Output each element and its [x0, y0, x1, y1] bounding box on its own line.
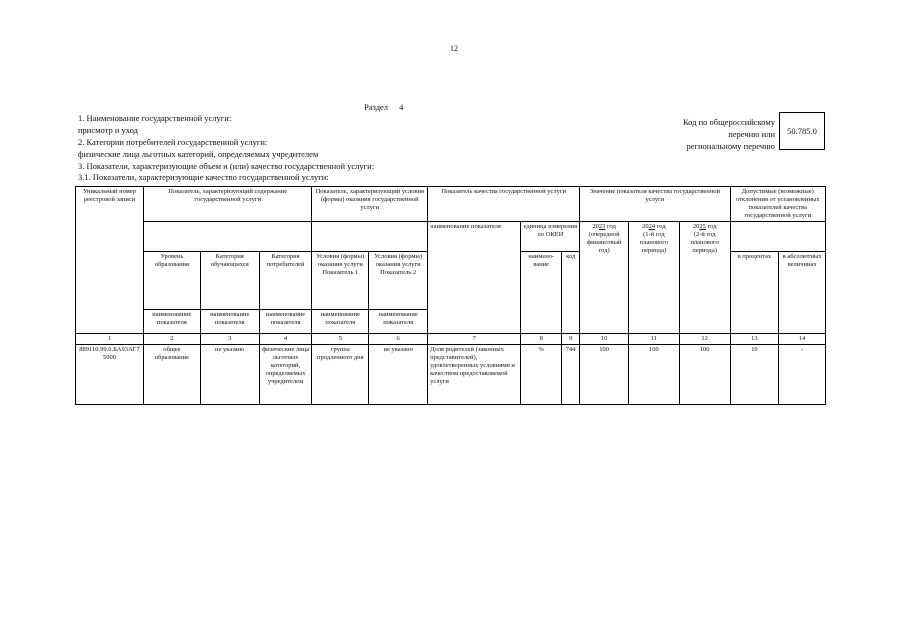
param-name-3: наименование показателя: [259, 310, 312, 334]
code-label-line-3: региональному перечню: [686, 141, 775, 151]
section-title: [364, 102, 403, 112]
section-label: Раздел: [364, 102, 389, 112]
cell-unit-code: 744: [562, 345, 580, 405]
year-1-prefix: 20: [592, 223, 599, 230]
col-number-9: 9: [562, 334, 580, 345]
header-year-3: [679, 222, 730, 334]
quality-indicators-table: [75, 186, 826, 405]
header-registry-number: Уникальный номер реестровой записи: [76, 187, 144, 334]
subheader-unit-name: наимено-вание: [521, 252, 562, 334]
cell-deviation-absolute: -: [779, 345, 826, 405]
col-number-11: 11: [629, 334, 680, 345]
year-3-note: (2-й год планового периода): [690, 231, 719, 254]
consumer-category-value: физические лица льготных категорий, определяемых учредителем: [78, 149, 319, 159]
col-number-14: 14: [779, 334, 826, 345]
subheader-education-level: Уровень образования: [143, 252, 200, 310]
service-name-heading: 1. Наименование государственной услуги:: [78, 113, 232, 123]
col-number-3: 3: [200, 334, 259, 345]
code-label-line-2: перечню или: [728, 129, 775, 139]
page-number: 12: [450, 44, 458, 53]
indicators-heading: 3. Показатели, характеризующие объем и (или) качество государственной услуги:: [78, 161, 375, 171]
header-indicator-name: наименование показателя: [428, 222, 521, 334]
table-row: [76, 345, 826, 405]
param-name-5: наименование показателя: [369, 310, 428, 334]
col-number-7: 7: [428, 334, 521, 345]
header-conditions-indicator: Показатель, характеризующий условия (формы) оказания государственной услуги: [312, 187, 428, 222]
year-2-value: 24: [648, 223, 656, 230]
deviation-spacer: [730, 222, 825, 252]
header-year-2: [629, 222, 680, 334]
col-number-4: 4: [259, 334, 312, 345]
service-code-box: [779, 112, 825, 150]
param-name-1: наименование показателя: [143, 310, 200, 334]
cell-education-level: общее образование: [143, 345, 200, 405]
subheader-student-category: Категория обучающихся: [200, 252, 259, 310]
col-number-13: 13: [730, 334, 779, 345]
content-spacer: [143, 222, 311, 252]
subheader-condition-2: Условия (формы) оказания услуги Показатель 2: [369, 252, 428, 310]
year-3-value: 25: [699, 223, 706, 230]
subheader-percent: в процентах: [730, 252, 779, 334]
header-allowed-deviations: Допустимые (возможные) отклонения от установленных показателей качества государственной услуги: [730, 187, 825, 222]
service-name-value: присмотр и уход: [78, 125, 139, 135]
col-number-12: 12: [679, 334, 730, 345]
subheader-consumer-category: Категория потребителей: [259, 252, 312, 310]
param-name-2: наименование показателя: [200, 310, 259, 334]
col-number-6: 6: [369, 334, 428, 345]
cell-student-category: не указано: [200, 345, 259, 405]
year-3-prefix: 20: [692, 223, 700, 230]
cell-indicator: Доля родителей (законных представителей), удовлетворенных условиями и качеством предоставляемой услуги: [428, 345, 521, 405]
header-content-indicator: Показатель, характеризующий содержание государственной услуги: [143, 187, 311, 222]
cell-deviation-percent: 10: [730, 345, 779, 405]
header-indicator-values: Значение показателя качества государственной услуги: [580, 187, 730, 222]
header-quality-indicator: Показатель качества государственной услуги: [428, 187, 580, 222]
col-number-10: 10: [580, 334, 629, 345]
cell-consumer-category: физические лица льготных категорий, определяемых учредителем: [259, 345, 312, 405]
year-1-suffix: год: [607, 223, 616, 230]
quality-indicators-heading: 3.1. Показатели, характеризующие качество государственной услуги:: [78, 172, 329, 182]
header-unit: единица измерения по ОКЕИ: [521, 222, 580, 252]
consumer-category-heading: 2. Категории потребителей государственной услуги:: [78, 137, 268, 147]
col-number-2: 2: [143, 334, 200, 345]
code-label-line-1: Код по общероссийскому: [682, 117, 775, 127]
param-name-4: наименование показателя: [312, 310, 369, 334]
conditions-spacer: [312, 222, 428, 252]
cell-registry-number: 889110.99.0.БА93АГ75000: [76, 345, 144, 405]
col-number-1: 1: [76, 334, 144, 345]
cell-value-2023: 100: [580, 345, 629, 405]
col-number-8: 8: [521, 334, 562, 345]
cell-unit-name: %: [521, 345, 562, 405]
service-code-value: 50.785.0: [787, 126, 817, 136]
section-number: 4: [399, 102, 404, 112]
year-2-note: (1-й год планового периода): [639, 231, 669, 254]
subheader-absolute: в абсолютных величинах: [779, 252, 826, 334]
header-year-1: [580, 222, 629, 334]
year-2-prefix: 20: [642, 223, 649, 230]
year-3-suffix: год: [707, 223, 717, 230]
col-number-5: 5: [312, 334, 369, 345]
year-2-suffix: год: [656, 223, 666, 230]
year-1-note: (очередной финансовый год): [586, 231, 622, 254]
year-1-value: 23: [598, 223, 606, 230]
cell-value-2024: 100: [629, 345, 680, 405]
subheader-condition-1: Условия (формы) оказания услуги Показатель 1: [312, 252, 369, 310]
cell-condition-1: группа продленного дня: [312, 345, 369, 405]
cell-condition-2: не указано: [369, 345, 428, 405]
subheader-unit-code: код: [562, 252, 580, 334]
cell-value-2025: 100: [679, 345, 730, 405]
